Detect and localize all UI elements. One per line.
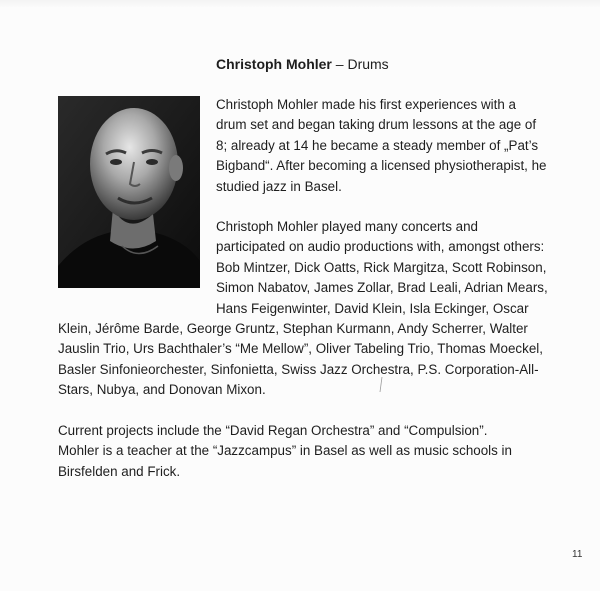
text-line: Mohler is a teacher at the “Jazzcampus” in Basel as well as music schools in: [58, 443, 512, 459]
pen-mark-icon: [376, 376, 386, 394]
musician-role: – Drums: [335, 56, 389, 72]
page-number: 11: [572, 549, 583, 560]
text-line: Christoph Mohler made his first experiences with a: [216, 97, 516, 112]
text-line: Klein, Jérôme Barde, George Gruntz, Stephan Kurmann, Andy Scherrer, Walter: [58, 321, 528, 336]
musician-heading: [216, 55, 389, 73]
text-line: Bob Mintzer, Dick Oatts, Rick Margitza, Scott Robinson,: [216, 259, 547, 275]
text-line: Simon Nabatov, James Zollar, Brad Leali, Adrian Mears,: [216, 280, 548, 296]
page-edge: [0, 0, 600, 8]
text-line: Bigband“. After becoming a licensed physiotherapist, he: [216, 158, 547, 174]
biography-paragraph-2-lower: [58, 319, 543, 401]
biography-paragraph-3: [58, 421, 512, 482]
text-line: participated on audio productions with, amongst others:: [216, 239, 545, 255]
musician-name: Christoph Mohler: [216, 56, 332, 72]
text-line: Hans Feigenwinter, David Klein, Isla Eckinger, Oscar: [216, 300, 529, 316]
text-line: drum set and began taking drum lessons at the age of: [216, 117, 537, 133]
text-line: Jauslin Trio, Urs Bachthaler’s “Me Mellow”, Oliver Tabeling Trio, Thomas Moeckel,: [58, 341, 543, 357]
portrait-photo: [58, 96, 200, 288]
text-line: studied jazz in Basel.: [216, 178, 342, 194]
biography-paragraph-2-upper: [216, 217, 548, 319]
text-line: Basler Sinfonieorchester, Sinfonietta, Swiss Jazz Orchestra, P.S. Corporation-All-: [58, 361, 539, 377]
text-line: 8; already at 14 he became a steady member of „Pat’s: [216, 137, 539, 153]
text-line: Current projects include the “David Regan Orchestra” and “Compulsion”.: [58, 423, 488, 438]
text-line: Stars, Nubya, and Donovan Mixon.: [58, 382, 266, 398]
portrait-image: [58, 96, 200, 288]
text-line: Christoph Mohler played many concerts and: [216, 219, 478, 234]
biography-paragraph-1: [216, 95, 547, 197]
text-line: Birsfelden and Frick.: [58, 463, 181, 479]
